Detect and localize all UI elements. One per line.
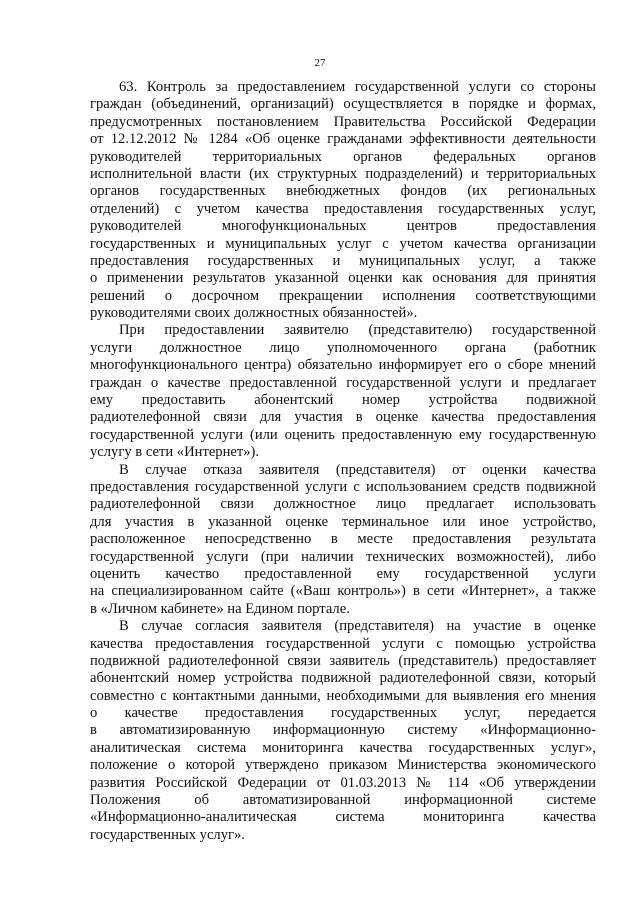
text-line: руководителей многофункциональных центров предоставления bbox=[90, 218, 596, 235]
text-line: аналитическая система мониторинга качества государственных услуг», bbox=[90, 739, 596, 756]
text-line: руководителями своих должностных обязанностей». bbox=[90, 305, 418, 322]
text-line: государственных и муниципальных услуг с учетом качества организации bbox=[90, 235, 596, 252]
paragraph-refusal-case bbox=[90, 462, 596, 619]
text-line: в автоматизированную информационную систему «Информационно- bbox=[90, 722, 596, 739]
text-line: В случае отказа заявителя (представителя) от оценки качества bbox=[119, 461, 596, 478]
paragraph-63-control bbox=[90, 79, 596, 322]
text-line: о качестве предоставления государственных услуг, передается bbox=[90, 705, 596, 722]
text-line: государственных услуг». bbox=[90, 826, 245, 843]
text-line: В случае согласия заявителя (представителя) на участие в оценке bbox=[119, 618, 596, 635]
text-line: руководителей территориальных органов федеральных органов bbox=[90, 148, 596, 165]
text-line: радиотелефонной связи для участия в оценке качества предоставления bbox=[90, 409, 596, 426]
text-line: ему предоставить абонентский номер устройства подвижной bbox=[90, 392, 596, 409]
text-line: 63. Контроль за предоставлением государственной услуги со стороны bbox=[119, 79, 596, 95]
text-line: исполнительной власти (их структурных подразделений) и территориальных bbox=[90, 165, 596, 182]
text-line: предусмотренных постановлением Правительства Российской Федерации bbox=[90, 113, 596, 130]
paragraph-consent-case bbox=[90, 618, 596, 844]
text-line: Положения об автоматизированной информационной системе bbox=[90, 792, 596, 809]
text-line: в «Личном кабинете» на Едином портале. bbox=[90, 600, 350, 617]
text-line: предоставления государственных и муниципальных услуг, а также bbox=[90, 252, 596, 269]
text-line: о применении результатов указанной оценки как основания для принятия bbox=[90, 270, 596, 287]
text-line: «Информационно-аналитическая система мониторинга качества bbox=[90, 809, 596, 826]
text-line: отделений) с учетом качества предоставления государственных услуг, bbox=[90, 200, 596, 217]
text-line: решений о досрочном прекращении исполнения соответствующими bbox=[90, 287, 596, 304]
text-line: подвижной радиотелефонной связи заявитель (представитель) предоставляет bbox=[90, 652, 596, 669]
text-line: граждан о качестве предоставленной государственной услуги и предлагает bbox=[90, 374, 596, 391]
text-line: услугу в сети «Интернет»). bbox=[90, 444, 260, 461]
text-line: на специализированном сайте («Ваш контроль») в сети «Интернет», а также bbox=[90, 583, 596, 600]
text-line: услуги должностное лицо уполномоченного органа (работник bbox=[90, 339, 596, 356]
text-line: государственной услуги (или оценить предоставленную ему государственную bbox=[90, 426, 596, 443]
text-line: предоставления государственной услуги с использованием средств подвижной bbox=[90, 478, 596, 495]
text-line: положение о которой утверждено приказом Министерства экономического bbox=[90, 757, 596, 774]
text-line: При предоставлении заявителю (представителю) государственной bbox=[119, 322, 596, 339]
text-line: абонентский номер устройства подвижной радиотелефонной связи, который bbox=[90, 670, 596, 687]
page-number: 27 bbox=[314, 57, 326, 69]
text-line: расположенное непосредственно в месте предоставления результата bbox=[90, 531, 596, 548]
text-line: совместно с контактными данными, необходимыми для выявления его мнения bbox=[90, 687, 596, 704]
text-line: многофункционального центра) обязательно информирует его о сборе мнений bbox=[90, 357, 596, 374]
text-line: государственной услуги (при наличии технических возможностей), либо bbox=[90, 548, 596, 565]
text-line: радиотелефонной связи должностное лицо предлагает использовать bbox=[90, 496, 596, 513]
text-line: качества предоставления государственной услуги с помощью устройства bbox=[90, 635, 596, 652]
text-line: граждан (объединений, организаций) осуществляется в порядке и формах, bbox=[90, 96, 596, 113]
text-line: оценить качество предоставленной ему государственной услуги bbox=[90, 565, 596, 582]
body-text bbox=[90, 79, 596, 844]
text-line: органов государственных внебюджетных фондов (их региональных bbox=[90, 183, 596, 200]
text-line: от 12.12.2012 № 1284 «Об оценке гражданами эффективности деятельности bbox=[90, 131, 596, 148]
text-line: для участия в указанной оценке терминальное или иное устройство, bbox=[90, 513, 596, 530]
paragraph-informing-applicant bbox=[90, 322, 596, 461]
text-line: развития Российской Федерации от 01.03.2013 № 114 «Об утверждении bbox=[90, 774, 596, 791]
